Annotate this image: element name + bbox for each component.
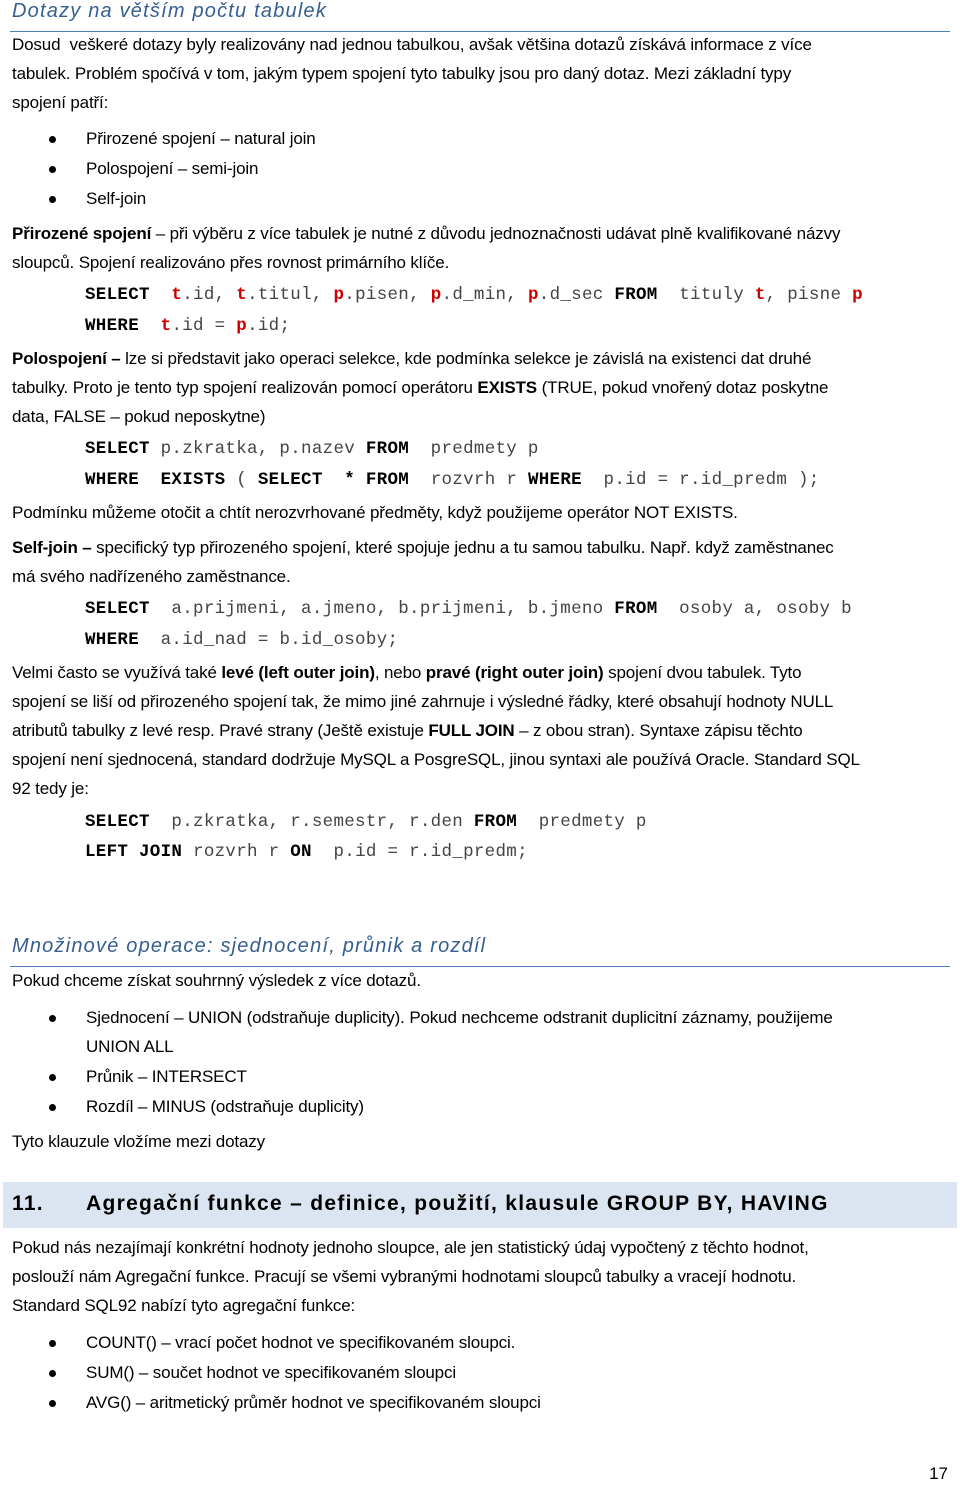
text-run: .id, bbox=[182, 285, 237, 305]
text-run: .d_min, bbox=[441, 285, 528, 305]
text-run: Self-join bbox=[86, 189, 147, 208]
paragraph-line bbox=[12, 30, 812, 60]
sql-code-line bbox=[85, 434, 539, 464]
paragraph-line bbox=[12, 402, 265, 432]
text-run: p.id = r.id_predm ); bbox=[581, 470, 820, 490]
sql-alias: t bbox=[236, 285, 248, 305]
text-run: spojení se liší od přirozeného spojení tak, že mimo jiné zahrnuje i výsledné řádky, které obsahují hodnoty NULL bbox=[12, 692, 834, 711]
bold-text: pravé (right outer join) bbox=[425, 663, 604, 682]
sql-keyword: FROM bbox=[365, 439, 410, 459]
text-run: a.id_nad = b.id_osoby; bbox=[139, 630, 399, 650]
text-run: Podmínku můžeme otočit a chtít nerozvrhované předměty, když použijeme operátor NOT EXISTS. bbox=[12, 503, 738, 522]
sql-keyword: WHERE bbox=[85, 316, 140, 336]
text-run: spojení není sjednocená, standard dodržuje MySQL a PosgreSQL, jinou syntaxi ale používá Oracle. Standard SQL bbox=[12, 750, 860, 769]
text-run bbox=[139, 470, 161, 490]
sql-code-line bbox=[85, 594, 852, 624]
bullet-icon bbox=[49, 1400, 56, 1407]
text-run: SUM() – součet hodnot ve specifikovaném sloupci bbox=[86, 1363, 456, 1382]
text-run: poslouží nám Agregační funkce. Pracují se všemi vybranými hodnotami sloupců tabulky a vracejí hodnotu. bbox=[12, 1267, 797, 1286]
paragraph-line bbox=[12, 658, 801, 688]
bullet-icon bbox=[49, 1074, 56, 1081]
text-run: predmety p bbox=[517, 812, 647, 832]
section-heading: Dotazy na větším počtu tabulek bbox=[12, 0, 328, 22]
paragraph-line bbox=[12, 373, 828, 403]
text-run: Dosud veškeré dotazy byly realizovány nad jednou tabulkou, avšak většina dotazů získává informace z více bbox=[12, 35, 812, 54]
paragraph-line bbox=[12, 88, 108, 118]
text-run: p.id = r.id_predm; bbox=[311, 842, 528, 862]
text-run: lze si představit jako operaci selekce, kde podmínka selekce je závislá na existenci dat druhé bbox=[120, 349, 812, 368]
text-run: Polospojení – semi-join bbox=[86, 159, 259, 178]
text-run: p.zkratka, r.semestr, r.den bbox=[149, 812, 474, 832]
bullet-icon bbox=[49, 1104, 56, 1111]
bold-text: Polospojení – bbox=[12, 349, 121, 368]
text-run: rozvrh r bbox=[182, 842, 291, 862]
text-run: tabulek. Problém spočívá v tom, jakým typem spojení tyto tabulky jsou pro daný dotaz. Mezi základní typy bbox=[12, 64, 792, 83]
paragraph-line bbox=[12, 344, 811, 374]
text-run: Pokud nás nezajímají konkrétní hodnoty jednoho sloupce, ale jen statistický údaj vypočtený z těchto hodnot, bbox=[12, 1238, 809, 1257]
paragraph-line bbox=[12, 745, 860, 775]
sql-code-line bbox=[85, 465, 820, 495]
text-run: rozvrh r bbox=[409, 470, 528, 490]
sql-keyword: WHERE bbox=[85, 470, 140, 490]
paragraph-line bbox=[12, 533, 834, 563]
paragraph-line bbox=[12, 716, 803, 746]
section-heading: Množinové operace: sjednocení, průnik a rozdíl bbox=[12, 935, 487, 957]
text-run: Pokud chceme získat souhrnný výsledek z více dotazů. bbox=[12, 971, 421, 990]
bullet-item-text bbox=[86, 154, 258, 184]
text-run: – při výběru z více tabulek je nutné z důvodu jednoznačnosti udávat plně kvalifikované názvy bbox=[151, 224, 841, 243]
text-run: Standard SQL92 nabízí tyto agregační funkce: bbox=[12, 1296, 356, 1315]
paragraph-line bbox=[12, 1262, 796, 1292]
paragraph-line bbox=[12, 498, 738, 528]
text-run: spojení dvou tabulek. Tyto bbox=[603, 663, 802, 682]
bullet-item-text bbox=[86, 1358, 456, 1388]
paragraph-line bbox=[12, 1291, 355, 1321]
sql-alias: t bbox=[160, 316, 172, 336]
paragraph-line bbox=[12, 1233, 809, 1263]
paragraph-line bbox=[12, 59, 791, 89]
page-number: 17 bbox=[929, 1464, 948, 1483]
bullet-icon bbox=[49, 166, 56, 173]
sql-code-line bbox=[85, 837, 528, 867]
text-run: AVG() – aritmetický průměr hodnot ve specifikovaném sloupci bbox=[86, 1393, 541, 1412]
text-run: tituly bbox=[657, 285, 755, 305]
text-run: specifický typ přirozeného spojení, které spojuje jednu a tu samou tabulku. Např. když zaměstnanec bbox=[91, 538, 834, 557]
sql-keyword: EXISTS bbox=[160, 470, 226, 490]
bullet-item-text bbox=[86, 124, 316, 154]
sql-keyword: WHERE bbox=[527, 470, 582, 490]
sql-keyword: SELECT bbox=[85, 439, 150, 459]
bullet-item-text bbox=[86, 1003, 833, 1033]
bullet-item-text bbox=[86, 1032, 173, 1062]
sql-keyword: LEFT JOIN bbox=[85, 842, 183, 862]
text-run: , pisne bbox=[765, 285, 853, 305]
text-run: Průnik – INTERSECT bbox=[86, 1067, 247, 1086]
text-run bbox=[139, 316, 161, 336]
sql-code-line bbox=[85, 280, 863, 310]
bold-text: EXISTS bbox=[477, 378, 537, 397]
text-run: Rozdíl – MINUS (odstraňuje duplicity) bbox=[86, 1097, 364, 1116]
text-run: ( bbox=[225, 470, 258, 490]
paragraph-line bbox=[12, 966, 421, 996]
paragraph-line bbox=[12, 219, 840, 249]
paragraph-line bbox=[12, 687, 833, 717]
text-run: tabulky. Proto je tento typ spojení realizován pomocí operátoru bbox=[12, 378, 478, 397]
text-run: Přirozené spojení – natural join bbox=[86, 129, 316, 148]
text-run: spojení patří: bbox=[12, 93, 109, 112]
sql-alias: p bbox=[852, 285, 863, 305]
sql-alias: t bbox=[171, 285, 183, 305]
text-run bbox=[150, 285, 172, 305]
text-run: .pisen, bbox=[344, 285, 431, 305]
text-run: predmety p bbox=[409, 439, 539, 459]
text-run: data, FALSE – pokud neposkytne) bbox=[12, 407, 266, 426]
sql-keyword: SELECT bbox=[85, 285, 150, 305]
text-run bbox=[323, 470, 345, 490]
bold-text: Self-join – bbox=[12, 538, 92, 557]
bold-text: levé (left outer join) bbox=[221, 663, 375, 682]
text-run: a.prijmeni, a.jmeno, b.prijmeni, b.jmeno bbox=[149, 599, 615, 619]
bullet-icon bbox=[49, 1015, 56, 1022]
bullet-icon bbox=[49, 1340, 56, 1347]
bullet-icon bbox=[49, 196, 56, 203]
sql-keyword: SELECT bbox=[85, 812, 150, 832]
bullet-item-text bbox=[86, 1062, 247, 1092]
sql-keyword: SELECT bbox=[85, 599, 150, 619]
text-run: osoby a, osoby b bbox=[657, 599, 852, 619]
text-run: p.zkratka, p.nazev bbox=[149, 439, 366, 459]
sql-alias: t bbox=[754, 285, 766, 305]
bullet-item-text bbox=[86, 184, 146, 214]
text-run: 92 tedy je: bbox=[12, 779, 89, 798]
sql-keyword: * bbox=[344, 470, 356, 490]
text-run: atributů tabulky z levé resp. Pravé strany (Ještě existuje bbox=[12, 721, 429, 740]
sql-code-line bbox=[85, 625, 398, 655]
sql-alias: p bbox=[236, 316, 248, 336]
paragraph-line bbox=[12, 562, 291, 592]
paragraph-line bbox=[12, 248, 449, 278]
bullet-item-text bbox=[86, 1328, 515, 1358]
sql-code-line bbox=[85, 807, 647, 837]
text-run: (TRUE, pokud vnořený dotaz poskytne bbox=[537, 378, 829, 397]
text-run: Tyto klauzule vložíme mezi dotazy bbox=[12, 1132, 265, 1151]
paragraph-line bbox=[12, 1127, 265, 1157]
text-run: COUNT() – vrací počet hodnot ve specifikovaném sloupci. bbox=[86, 1333, 516, 1352]
sql-keyword: FROM bbox=[614, 599, 658, 619]
chapter-title: Agregační funkce – definice, použití, klausule GROUP BY, HAVING bbox=[86, 1192, 829, 1215]
sql-alias: p bbox=[430, 285, 442, 305]
sql-keyword: FROM bbox=[365, 470, 410, 490]
text-run: .id; bbox=[247, 316, 291, 336]
text-run: UNION ALL bbox=[86, 1037, 174, 1056]
bullet-icon bbox=[49, 136, 56, 143]
paragraph-line bbox=[12, 774, 89, 804]
sql-keyword: WHERE bbox=[85, 630, 140, 650]
sql-alias: p bbox=[527, 285, 539, 305]
text-run: sloupců. Spojení realizováno přes rovnost primárního klíče. bbox=[12, 253, 450, 272]
text-run: .titul, bbox=[247, 285, 334, 305]
bullet-item-text bbox=[86, 1388, 541, 1418]
text-run: Sjednocení – UNION (odstraňuje duplicity). Pokud nechceme odstranit duplicitní záznamy, použijeme bbox=[86, 1008, 833, 1027]
text-run: – z obou stran). Syntaxe zápisu těchto bbox=[514, 721, 803, 740]
sql-keyword: FROM bbox=[473, 812, 518, 832]
text-run: .d_sec bbox=[538, 285, 615, 305]
sql-keyword: ON bbox=[290, 842, 312, 862]
bullet-icon bbox=[49, 1370, 56, 1377]
bold-text: Přirozené spojení bbox=[12, 224, 152, 243]
text-run: .id = bbox=[171, 316, 237, 336]
text-run: , nebo bbox=[374, 663, 426, 682]
sql-alias: p bbox=[333, 285, 345, 305]
sql-keyword: FROM bbox=[614, 285, 658, 305]
bullet-item-text bbox=[86, 1092, 364, 1122]
chapter-number: 11. bbox=[12, 1192, 44, 1215]
text-run bbox=[355, 470, 366, 490]
text-run: Velmi často se využívá také bbox=[12, 663, 222, 682]
sql-keyword: SELECT bbox=[257, 470, 323, 490]
sql-code-line bbox=[85, 311, 290, 341]
bold-text: FULL JOIN bbox=[428, 721, 515, 740]
text-run: má svého nadřízeného zaměstnance. bbox=[12, 567, 291, 586]
